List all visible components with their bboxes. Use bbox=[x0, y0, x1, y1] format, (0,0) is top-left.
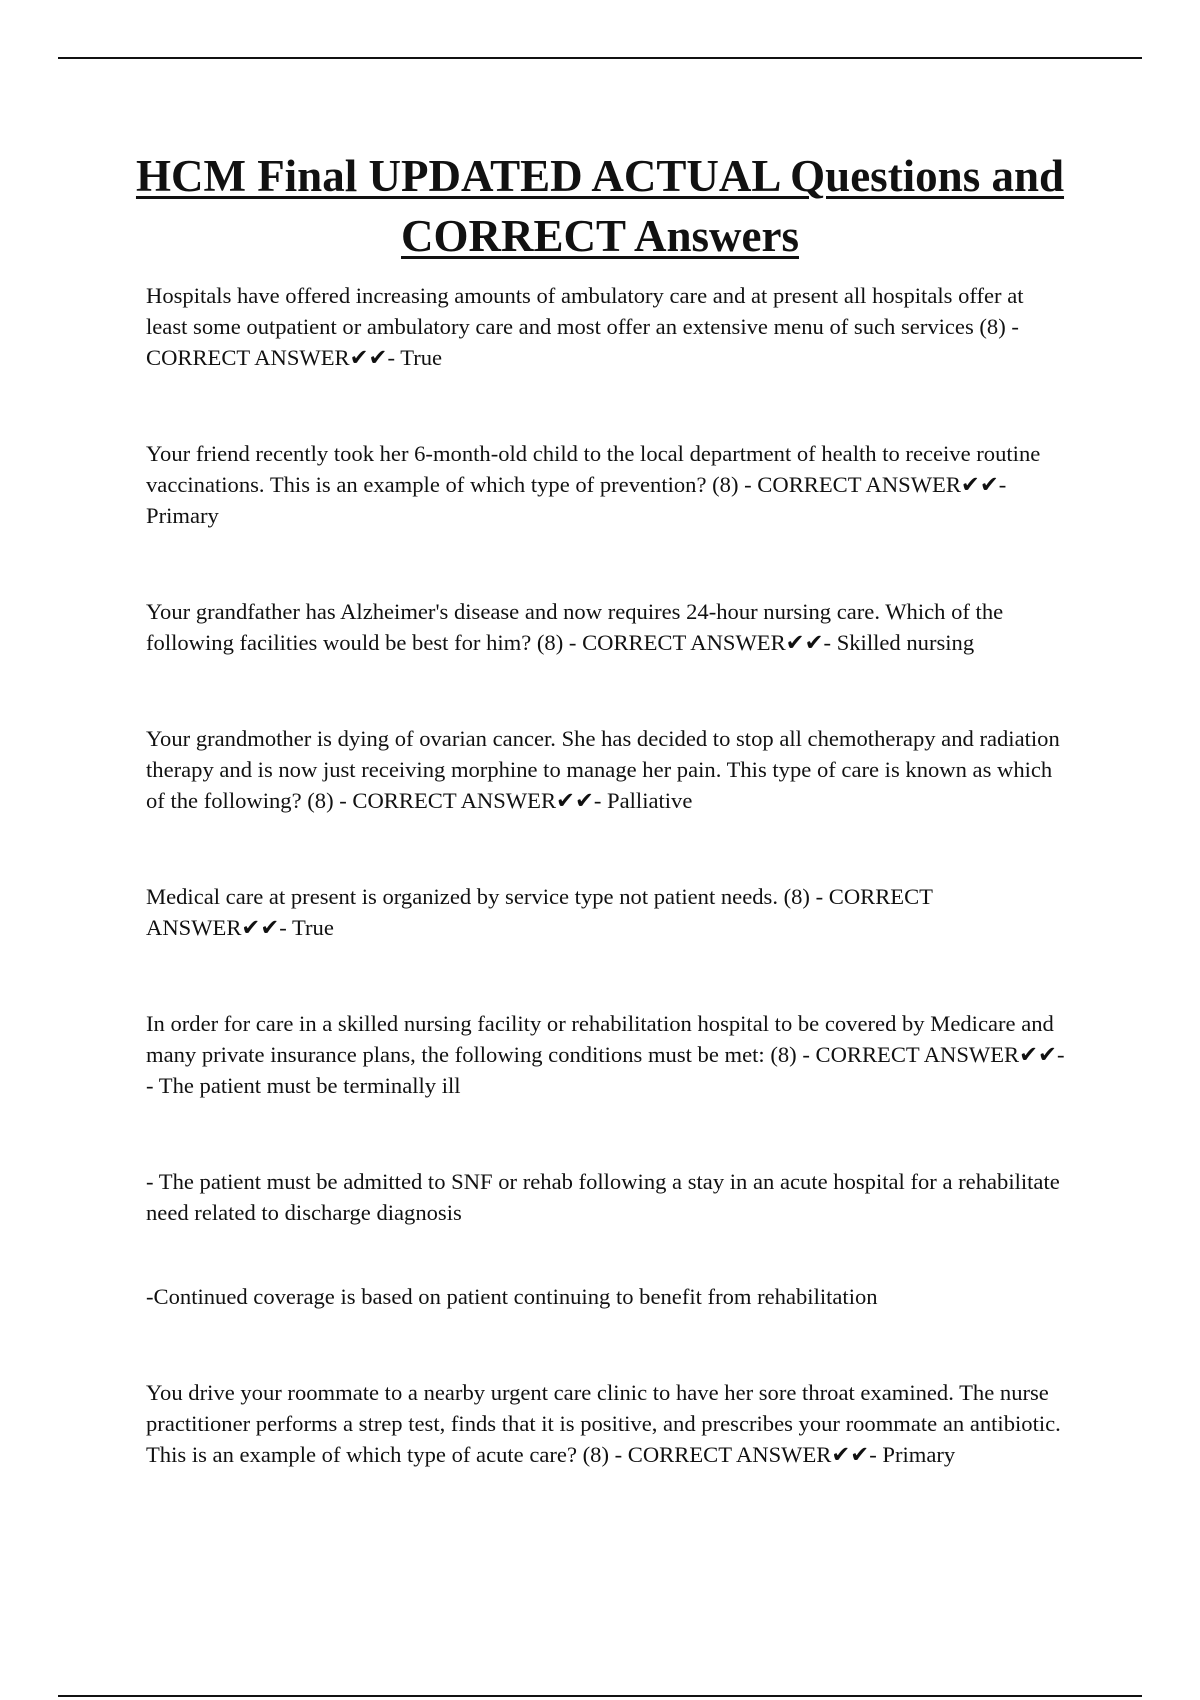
qa-entry-continuation: -Continued coverage is based on patient continuing to benefit from rehabilitation bbox=[146, 1284, 878, 1309]
qa-entry: Hospitals have offered increasing amounts of ambulatory care and at present all hospitals offer at least some outpatient or ambulatory care and most offer an extensive menu of such services (8) - CORRECT ANSWER✔✔- True bbox=[146, 283, 1024, 370]
qa-list bbox=[146, 280, 1066, 1470]
qa-entry: In order for care in a skilled nursing facility or rehabilitation hospital to be covered by Medicare and many private insurance plans, the following conditions must be met: (8) - CORRECT ANSWER✔✔- - The patient must be terminally ill bbox=[146, 1011, 1065, 1098]
document-title: HCM Final UPDATED ACTUAL Questions and CORRECT Answers bbox=[135, 151, 1065, 261]
bottom-divider bbox=[58, 1695, 1142, 1697]
qa-entry: You drive your roommate to a nearby urgent care clinic to have her sore throat examined. The nurse practitioner performs a strep test, finds that it is positive, and prescribes your roommate an antibiotic. This is an example of which type of acute care? (8) - CORRECT ANSWER✔✔- Primary bbox=[146, 1380, 1061, 1467]
qa-entry-continuation: - The patient must be admitted to SNF or rehab following a stay in an acute hospital for a rehabilitate need related to discharge diagnosis bbox=[146, 1169, 1060, 1225]
top-divider bbox=[58, 57, 1142, 59]
qa-entry: Your grandfather has Alzheimer's disease and now requires 24-hour nursing care. Which of the following facilities would be best for him? (8) - CORRECT ANSWER✔✔- Skilled nursing bbox=[146, 599, 1004, 655]
qa-entry: Your grandmother is dying of ovarian cancer. She has decided to stop all chemotherapy and radiation therapy and is now just receiving morphine to manage her pain. This type of care is known as which of the following? (8) - CORRECT ANSWER✔✔- Palliative bbox=[146, 726, 1060, 813]
qa-entry: Your friend recently took her 6-month-old child to the local department of health to receive routine vaccinations. This is an example of which type of prevention? (8) - CORRECT ANSWER✔✔- Primary bbox=[146, 441, 1041, 528]
qa-entry: Medical care at present is organized by service type not patient needs. (8) - CORRECT ANSWER✔✔- True bbox=[146, 884, 933, 940]
